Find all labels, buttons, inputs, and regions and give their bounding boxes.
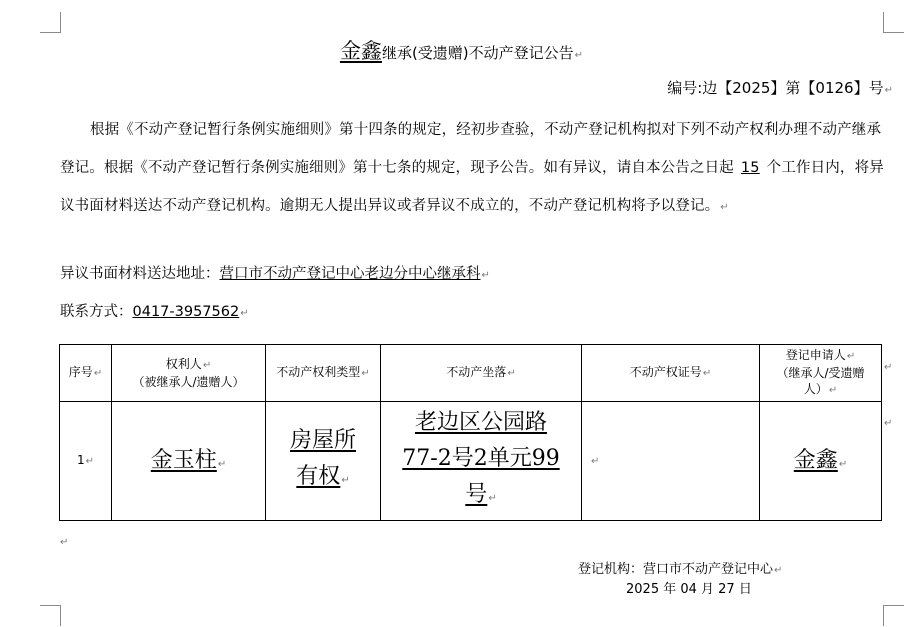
- notice-paragraph: [60, 111, 886, 227]
- paragraph-mark-icon: ↵: [574, 50, 584, 61]
- objection-address: [60, 259, 490, 291]
- paragraph-mark-icon: ↵: [720, 202, 729, 213]
- cell-right-type: 房屋所 有权↵: [266, 402, 381, 521]
- paragraph-mark-icon: ↵: [240, 308, 249, 319]
- cell-cert-no: ↵: [582, 402, 760, 521]
- registration-table: [59, 344, 882, 521]
- address-label: 异议书面材料送达地址：: [60, 266, 220, 282]
- cell-location: 老边区公园路 77-2号2单元99 号↵: [381, 402, 582, 521]
- header-location: 不动产坐落↵: [381, 345, 582, 402]
- title-text: 继承(受遗赠)不动产登记公告: [381, 44, 574, 62]
- contact-label: 联系方式：: [60, 304, 133, 320]
- paragraph-text-after: 个工作日内，将异议书面材料送达不动产登记机构。逾期无人提出异议或者异议不成立的，不动产登记机构将予以登记。: [60, 160, 884, 214]
- contact-value: 0417-3957562: [132, 304, 240, 320]
- header-holder: 权利人↵ （被继承人/遗赠人）: [112, 345, 266, 402]
- paragraph-mark-icon: ↵: [481, 270, 490, 281]
- header-applicant: 登记申请人↵ （继承人/受遗赠 人）↵: [760, 345, 882, 402]
- header-seq: 序号↵: [60, 345, 112, 402]
- crop-mark-top-left: [40, 12, 61, 33]
- address-value: 营口市不动产登记中心老边分中心继承科: [219, 266, 481, 282]
- notice-date: 2025 年 04 月 27 日: [626, 582, 752, 597]
- paragraph-mark-icon: ↵: [884, 85, 893, 96]
- header-cert-no: 不动产权证号↵: [582, 345, 760, 402]
- cell-applicant: 金鑫↵: [760, 402, 882, 521]
- paragraph-mark-icon: ↵: [60, 537, 69, 548]
- document-number: 编号:边【2025】第【0126】号↵: [667, 79, 893, 97]
- header-right-type: 不动产权利类型↵: [266, 345, 381, 402]
- cell-holder: 金玉柱↵: [112, 402, 266, 521]
- contact-info: [60, 297, 249, 329]
- registration-authority: 登记机构：营口市不动产登记中心↵: [578, 562, 783, 577]
- objection-days: 15: [740, 160, 760, 176]
- document-title: [0, 36, 923, 71]
- crop-mark-bottom-left: [40, 605, 61, 626]
- table-row: [60, 402, 882, 521]
- row-end-mark-icon: ↵: [884, 418, 893, 429]
- table-header-row: [60, 345, 882, 402]
- paragraph-text-before: 根据《不动产登记暂行条例实施细则》第十四条的规定，经初步查验，不动产登记机构拟对下列不动产权利办理不动产继承登记。根据《不动产登记暂行条例实施细则》第十七条的规定，现予公告。如有异议，请自本公告之日起: [60, 122, 882, 176]
- title-name: 金鑫: [339, 39, 382, 63]
- crop-mark-bottom-right: [883, 605, 904, 626]
- crop-mark-top-right: [883, 12, 904, 33]
- cell-seq: 1↵: [60, 402, 112, 521]
- row-end-mark-icon: ↵: [884, 362, 893, 373]
